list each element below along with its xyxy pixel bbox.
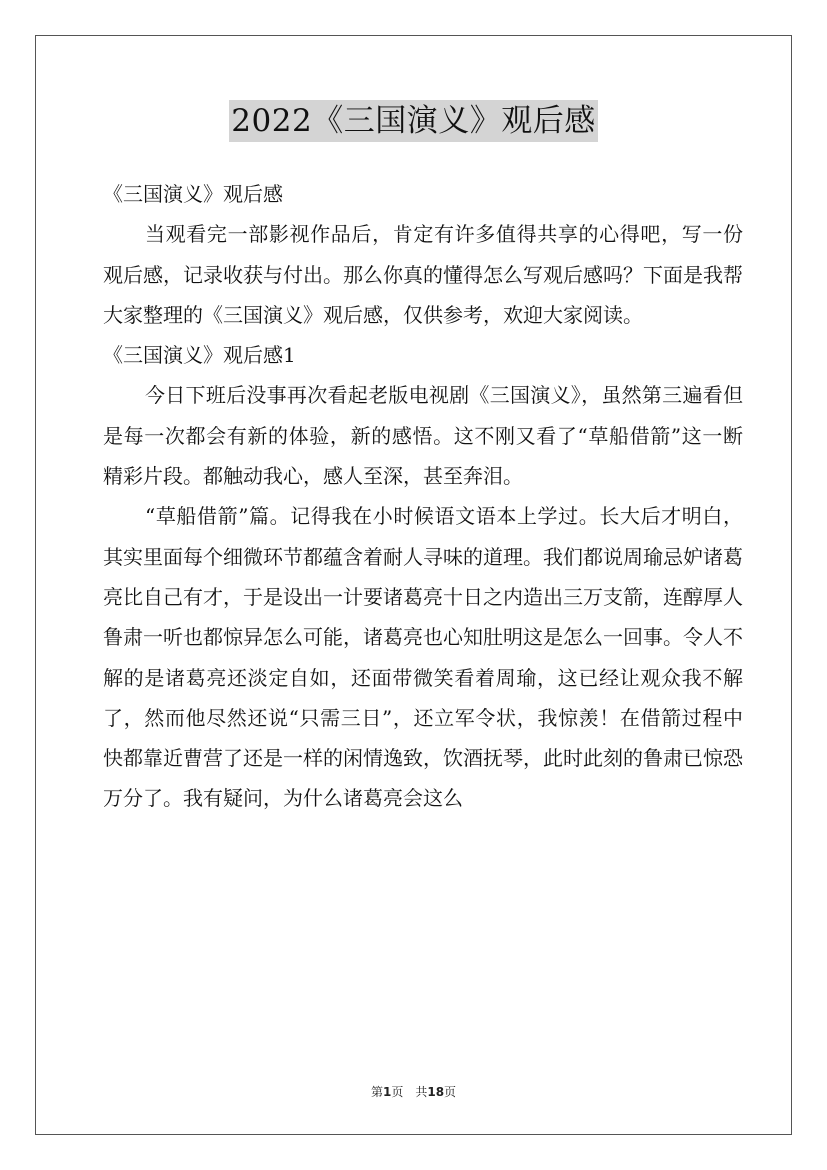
total-label-prefix: 共: [415, 1085, 428, 1099]
page-label-suffix: 页: [391, 1085, 404, 1099]
page-footer: [0, 1083, 827, 1100]
paragraph-section-heading: 《三国演义》观后感1: [103, 343, 296, 368]
document-body: [103, 174, 743, 819]
title-container: [0, 100, 827, 142]
paragraph-body-1: 今日下班后没事再次看起老版电视剧《三国演义》，虽然第三遍看但是每一次都会有新的体验，新的感悟。这不刚又看了“草船借箭”这一断精彩片段。都触动我心，感人至深，甚至奔泪。: [103, 383, 743, 489]
total-pages: 18: [427, 1085, 445, 1099]
paragraph-intro: 当观看完一部影视作品后，肯定有许多值得共享的心得吧，写一份观后感，记录收获与付出。那么你真的懂得怎么写观后感吗？下面是我帮大家整理的《三国演义》观后感，仅供参考，欢迎大家阅读。: [103, 222, 743, 327]
paragraph-heading: 《三国演义》观后感: [103, 182, 283, 206]
page-label-prefix: 第: [370, 1085, 383, 1099]
paragraph-body-2: “草船借箭”篇。记得我在小时候语文语本上学过。长大后才明白，其实里面每个细微环节都蕴含着耐人寻味的道理。我们都说周瑜忌妒诸葛亮比自己有才，于是设出一计要诸葛亮十日之内造出三万支箭，连醇厚人鲁肃一听也都惊异怎么可能，诸葛亮也心知肚明这是怎么一回事。令人不解的是诸葛亮还淡定自如，还面带微笑看着周瑜，这已经让观众我不解了，然而他尽然还说“只需三日”，还立军令状，我惊羡！在借箭过程中快都靠近曹营了还是一样的闲情逸致，饮酒抚琴，此时此刻的鲁肃已惊恐万分了。我有疑问，为什么诸葛亮会这么: [103, 504, 743, 811]
total-label-suffix: 页: [444, 1085, 457, 1099]
page-number: 1: [382, 1085, 392, 1099]
document-title: 2022《三国演义》观后感: [229, 100, 597, 142]
